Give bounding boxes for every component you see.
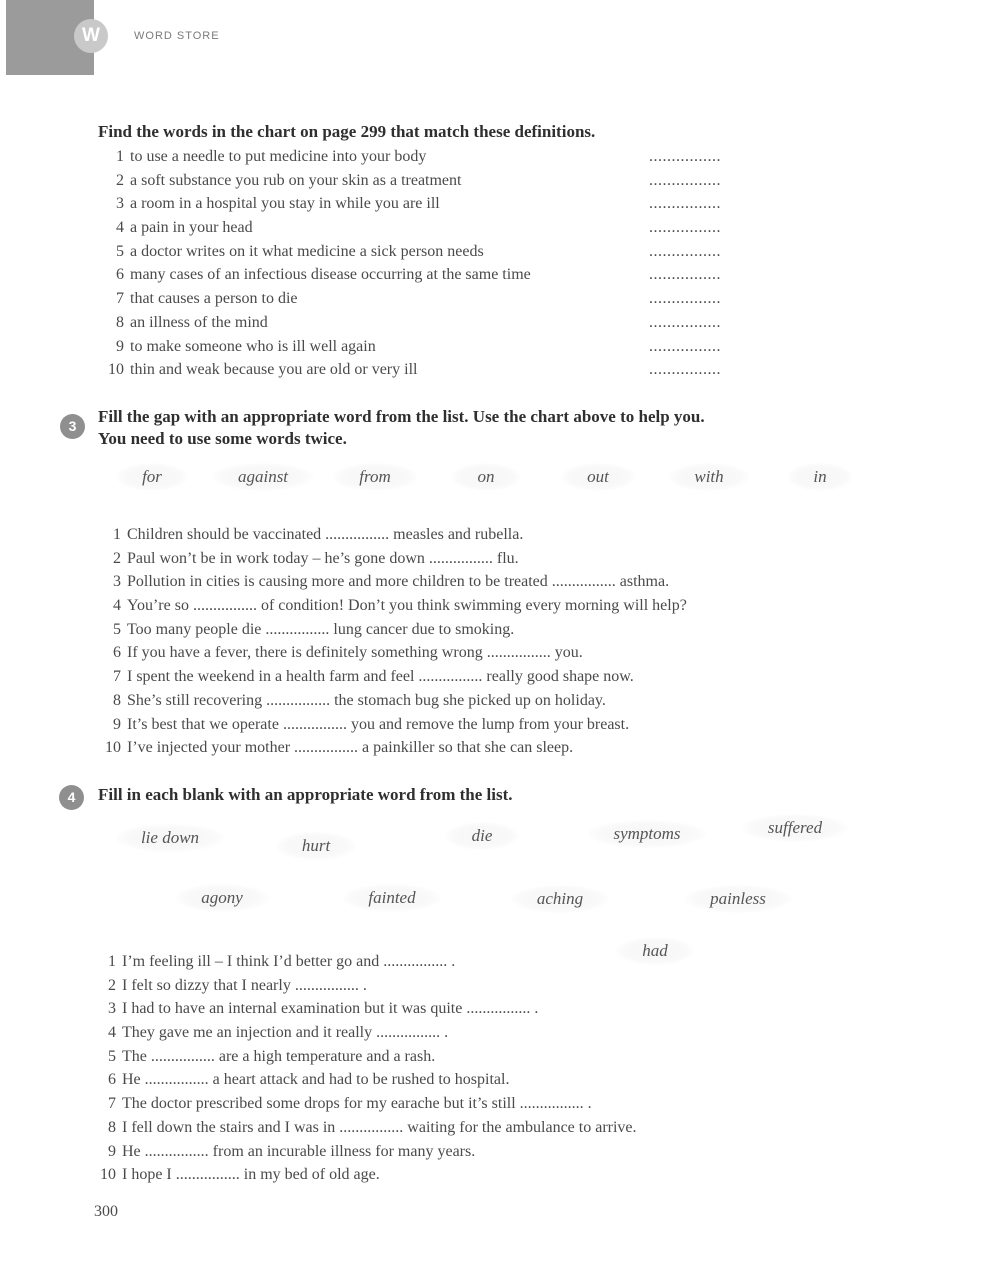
gap-fill-list [97, 523, 687, 760]
answer-blank[interactable]: ................ [649, 148, 721, 165]
list-item: 4 You’re so ................ of condition! Don’t you think swimming every morning will help? [113, 597, 687, 615]
exercise3-heading-line2: You need to use some words twice. [98, 429, 347, 448]
definition-list [100, 145, 721, 382]
list-item: 8 an illness of the mind ................ [100, 311, 531, 335]
word-option: agony [175, 884, 269, 912]
word-option: with [668, 463, 749, 491]
list-item: 10 I hope I ................ in my bed of old age. [100, 1166, 380, 1184]
list-item: 4 They gave me an injection and it really ................ . [108, 1024, 449, 1042]
list-item: 6 He ................ a heart attack and had to be rushed to hospital. [108, 1071, 510, 1089]
list-item: 3 a room in a hospital you stay in while you are ill ................ [100, 192, 531, 216]
exercise3-heading-line1: Fill the gap with an appropriate word from the list. Use the chart above to help you. [98, 407, 705, 426]
section-label: WORD STORE [134, 30, 220, 42]
word-option: symptoms [587, 820, 706, 848]
list-item: 7 that causes a person to die ................ [100, 287, 531, 311]
exercise2-heading: Find the words in the chart on page 299 that match these definitions. [98, 122, 596, 141]
list-item: 8 I fell down the stairs and I was in ................ waiting for the ambulance to arrive. [108, 1118, 637, 1136]
answer-blank[interactable]: ................ [649, 313, 721, 331]
list-item: 10 I’ve injected your mother ................ a painkiller so that she can sleep. [105, 739, 574, 757]
word-option: fainted [342, 884, 441, 912]
list-item: 3 Pollution in cities is causing more and more children to be treated ................ asthma. [113, 573, 670, 591]
list-item: 1 to use a needle to put medicine into your body ................ [100, 145, 531, 169]
list-item: 9 He ................ from an incurable illness for many years. [108, 1142, 476, 1160]
word-option: for [116, 463, 188, 491]
answer-blank[interactable]: ................ [649, 242, 721, 260]
list-item: 9 to make someone who is ill well again ................ [100, 335, 531, 359]
list-item: 9 It’s best that we operate ................ you and remove the lump from your breast. [113, 715, 630, 733]
word-option: on [452, 463, 521, 491]
list-item: 5 a doctor writes on it what medicine a sick person needs ................ [100, 240, 531, 264]
list-item: 6 many cases of an infectious disease occurring at the same time ................ [100, 263, 531, 287]
list-item: 2 a soft substance you rub on your skin as a treatment ................ [100, 169, 531, 193]
exercise4-heading: Fill in each blank with an appropriate word from the list. [98, 785, 513, 804]
list-item: 1 I’m feeling ill – I think I’d better go and ................ . [108, 953, 456, 970]
list-item: 10 thin and weak because you are old or very ill ................ [100, 358, 531, 382]
list-item: 7 I spent the weekend in a health farm and feel ................ really good shape now. [113, 668, 634, 686]
word-option: against [212, 463, 314, 491]
answer-blank[interactable]: ................ [649, 290, 721, 308]
word-option: out [561, 463, 635, 491]
word-option: in [787, 463, 852, 491]
list-item: 5 The ................ are a high temperature and a rash. [108, 1047, 436, 1065]
exercise4-badge: 4 [59, 785, 84, 810]
word-option: hurt [276, 832, 356, 860]
answer-blank[interactable]: ................ [649, 361, 721, 379]
section-badge: W [74, 19, 108, 53]
word-option: had [616, 937, 694, 965]
word-option: lie down [115, 824, 225, 852]
answer-blank[interactable]: ................ [649, 195, 721, 213]
list-item: 6 If you have a fever, there is definitely something wrong ................ you. [113, 644, 583, 662]
word-option: suffered [742, 814, 848, 842]
list-item: 3 I had to have an internal examination but it was quite ................ . [108, 1000, 539, 1018]
list-item: 1 Children should be vaccinated ................ measles and rubella. [113, 526, 524, 543]
list-item: 2 Paul won’t be in work today – he’s gone down ................ flu. [113, 549, 519, 567]
list-item: 4 a pain in your head ................ [100, 216, 531, 240]
list-item: 7 The doctor prescribed some drops for my earache but it’s still ................ . [108, 1095, 592, 1113]
list-item: 2 I felt so dizzy that I nearly ................ . [108, 976, 367, 994]
word-option: die [446, 822, 519, 850]
list-item: 8 She’s still recovering ................ the stomach bug she picked up on holiday. [113, 691, 606, 709]
word-option: aching [511, 885, 609, 913]
answer-blank[interactable]: ................ [649, 171, 721, 189]
word-option: painless [684, 885, 792, 913]
answer-blank[interactable]: ................ [649, 337, 721, 355]
word-option: from [333, 463, 417, 491]
list-item: 5 Too many people die ................ lung cancer due to smoking. [113, 620, 515, 638]
fill-blank-list [92, 950, 637, 1187]
answer-blank[interactable]: ................ [649, 219, 721, 237]
exercise3-badge: 3 [60, 414, 85, 439]
answer-blank[interactable]: ................ [649, 266, 721, 284]
page-number: 300 [94, 1203, 118, 1220]
